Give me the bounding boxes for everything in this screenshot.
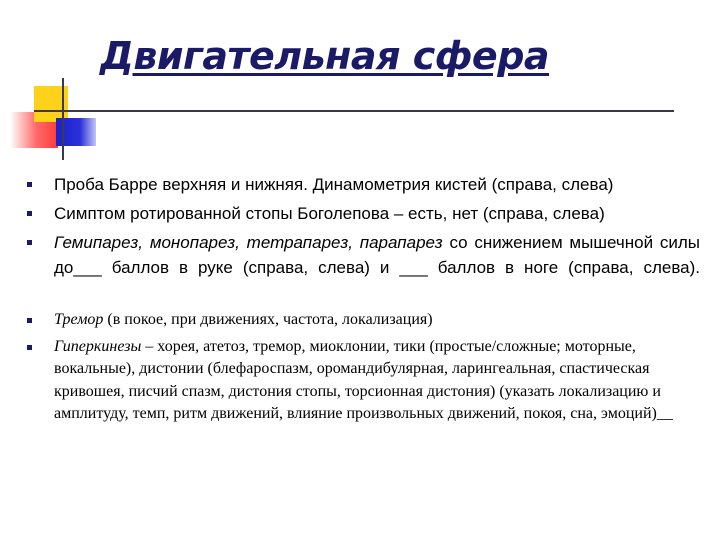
bullet-text: Симптом ротированной стопы Боголепова – есть, нет (справа, слева): [54, 204, 605, 223]
bullet-square-icon: [27, 345, 32, 350]
bullet-text: [54, 230, 700, 305]
bullet-text-rest: со снижением мышечной силы до___ баллов в руке (справа, слева) и ___ баллов в ноге (справа, слева).: [54, 233, 700, 277]
slide-title: Двигательная сфера: [100, 34, 550, 78]
bullet-square-icon: [27, 240, 32, 245]
bullet-item: [24, 172, 700, 197]
decor-vertical-line: [62, 78, 64, 160]
bullet-item: [24, 309, 700, 332]
bullet-square-icon: [27, 211, 32, 216]
bullet-item: [24, 336, 700, 426]
decor-horizontal-line: [34, 110, 674, 112]
bullet-italic-term: Гиперкинезы: [54, 337, 142, 355]
bullet-italic-term: Тремор: [54, 311, 104, 328]
bullet-list: [24, 172, 700, 430]
bullet-text-rest: (в покое, при движениях, частота, локализация): [103, 311, 433, 328]
bullet-square-icon: [27, 318, 32, 323]
bullet-item: [24, 230, 700, 305]
bullet-square-icon: [27, 182, 32, 187]
bullet-text: [54, 336, 700, 426]
bullet-italic-term: Гемипарез, монопарез, тетрапарез, парапарез: [54, 233, 443, 252]
bullet-text: [54, 309, 700, 332]
bullet-text-rest: – хорея, атетоз, тремор, миоклонии, тики (простые/сложные; моторные, вокальные), дистонии (блефароспазм, оромандибулярная, ларингеальная, спастическая кривошея, писчий спазм, дистония стопы, торсионная дистония) (указать локализацию и амплитуду, темп, ритм движений, влияние произвольных движений, покоя, сна, эмоций)__: [54, 337, 673, 422]
bullet-text: Проба Барре верхняя и нижняя. Динамометрия кистей (справа, слева): [54, 175, 614, 194]
bullet-item: [24, 201, 700, 226]
